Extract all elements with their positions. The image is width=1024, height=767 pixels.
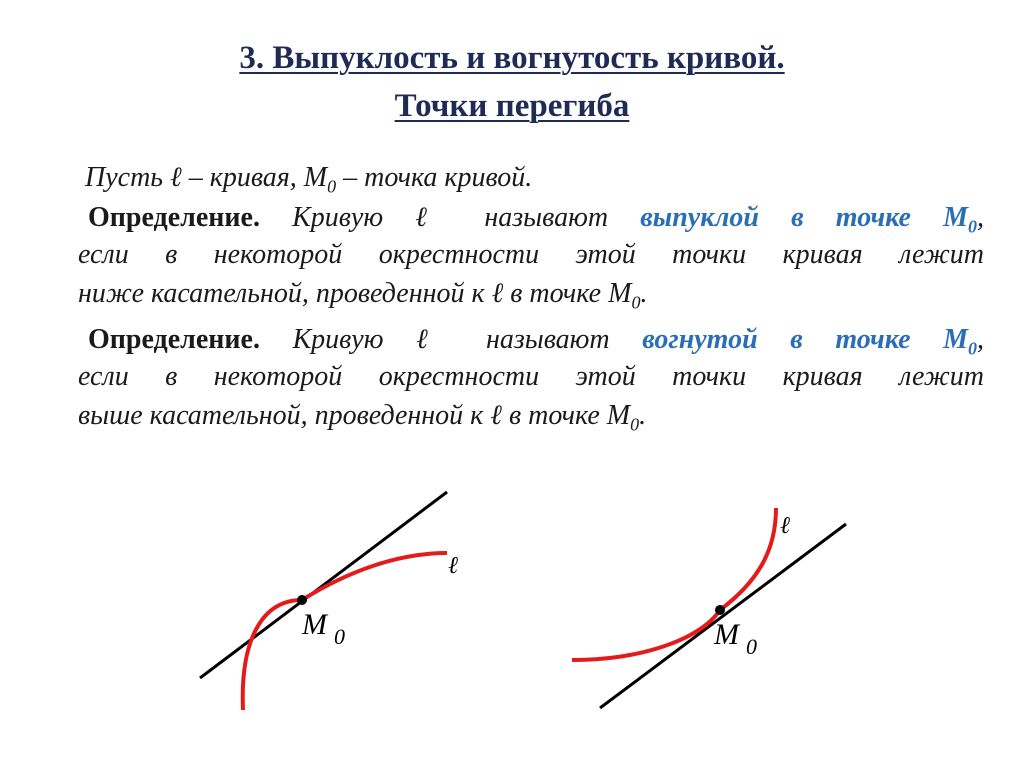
tangent-line-left	[200, 492, 447, 678]
point-label-right: M	[714, 618, 739, 651]
curve-symbol: ℓ	[170, 160, 182, 193]
def1-text2: называют	[484, 202, 609, 233]
page-subtitle: Точки перегиба	[394, 88, 630, 124]
curve-label-right: ℓ	[780, 513, 790, 539]
def1-highlight-sub: 0	[968, 216, 978, 237]
page-title: 3. Выпуклость и вогнутость кривой.	[239, 40, 785, 76]
point-sub-right: 0	[746, 634, 757, 659]
def2-comma: ,	[977, 324, 985, 355]
tangent-line-right	[600, 524, 846, 708]
def1-line3-mid: в точке М	[510, 278, 632, 309]
def2-text2: называют	[485, 324, 610, 355]
intro-prefix: Пусть	[85, 162, 164, 193]
figure-convex	[200, 492, 458, 710]
def1-comma: ,	[977, 202, 985, 233]
def2-line3-sub: 0	[630, 414, 640, 435]
point-sub-left: 0	[334, 624, 345, 649]
def1-line2: если в некоторой окрестности этой точки кривая лежит	[78, 239, 984, 270]
point-m0-left	[297, 595, 307, 605]
def2-line3-end: .	[639, 400, 647, 431]
def2-line3-mid: в точке М	[508, 400, 631, 431]
def2-line2: если в некоторой окрестности этой точки кривая лежит	[78, 361, 984, 392]
figure-concave	[572, 508, 846, 708]
point-m0-right	[715, 605, 725, 615]
def1-line3-prefix: ниже касательной, проведенной к	[78, 278, 485, 309]
def1-highlight: выпуклой в точке М	[640, 202, 969, 233]
def1-line3-sub: 0	[631, 292, 641, 313]
def2-highlight: вогнутой в точке М	[642, 324, 969, 355]
curve-label-left: ℓ	[448, 553, 458, 579]
def1-text1: Кривую	[292, 202, 384, 233]
def2-line3-prefix: выше касательной, проведенной к	[78, 400, 484, 431]
intro-sub: 0	[327, 176, 337, 197]
def1-line3-end: .	[640, 278, 648, 309]
def2-highlight-sub: 0	[968, 338, 978, 359]
def1-symbol: ℓ	[415, 200, 453, 233]
def1-line3-symbol: ℓ	[491, 276, 504, 309]
def2-symbol: ℓ	[416, 322, 454, 355]
intro-middle: – кривая, М	[188, 162, 328, 193]
point-label-left: M	[302, 608, 327, 641]
def2-label: Определение.	[88, 324, 260, 355]
def1-label: Определение.	[88, 202, 260, 233]
def2-text1: Кривую	[292, 324, 384, 355]
def2-line3-symbol: ℓ	[490, 398, 502, 431]
intro-suffix: – точка кривой.	[343, 162, 533, 193]
